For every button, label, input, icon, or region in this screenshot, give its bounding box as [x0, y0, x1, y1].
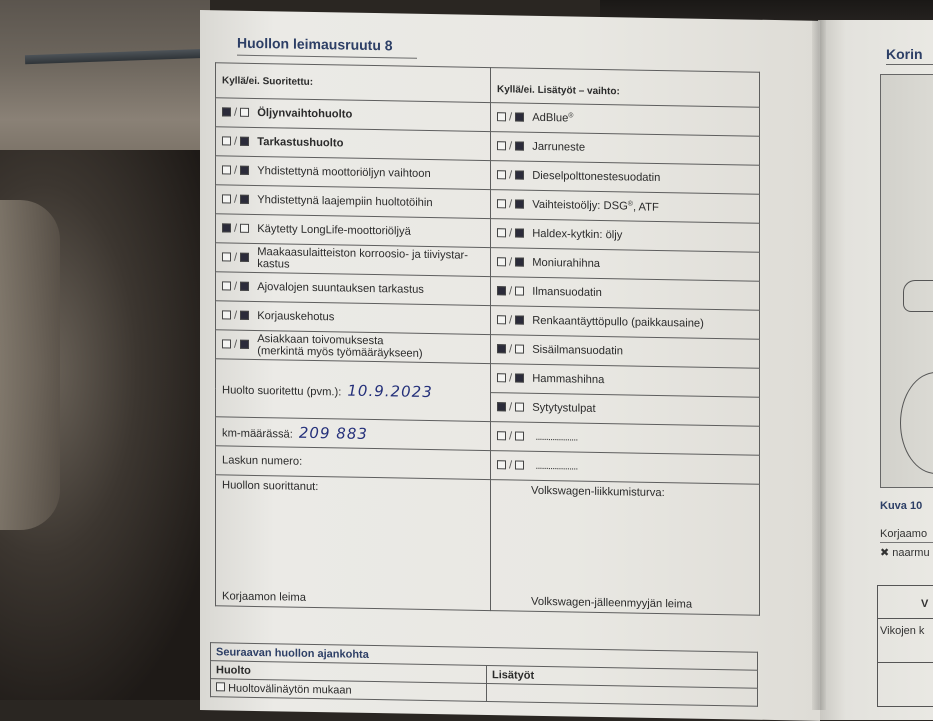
no-checkbox[interactable]: [515, 460, 524, 469]
header-right: Kyllä/ei. Lisätyöt – vaihto:: [491, 68, 760, 108]
right-item-4: / Haldex-kytkin: öljy: [491, 219, 760, 253]
right-title-underline: [886, 64, 933, 65]
yes-checkbox[interactable]: [222, 310, 231, 319]
yes-checkbox[interactable]: [497, 199, 506, 208]
yes-checkbox[interactable]: [222, 339, 231, 348]
invoice-cell: Laskun numero:: [216, 446, 491, 480]
no-checkbox[interactable]: [515, 170, 524, 179]
yes-checkbox[interactable]: [497, 228, 506, 237]
right-item-11: / ....................: [491, 422, 760, 456]
service-date-value[interactable]: 10.9.2023: [347, 381, 433, 401]
left-item-0: / Öljynvaihtohuolto: [216, 98, 491, 132]
left-item-4: / Käytetty LongLife-moottoriöljyä: [216, 214, 491, 248]
right-table-line: [877, 662, 933, 663]
right-item-1: / Jarruneste: [491, 132, 760, 166]
no-checkbox[interactable]: [515, 373, 524, 382]
next-service-title: Seuraavan huollon ajankohta: [211, 643, 758, 671]
yes-checkbox[interactable]: [497, 170, 506, 179]
background-car-interior: [0, 0, 210, 160]
left-item-8: / Asiakkaan toivomuksesta (merkintä myös työmääräykseen): [216, 330, 491, 364]
right-page-title: Korin: [886, 46, 923, 62]
yes-checkbox[interactable]: [222, 107, 231, 116]
right-divider: [880, 542, 933, 543]
no-checkbox[interactable]: [515, 199, 524, 208]
right-text-line-1: Korjaamo: [880, 528, 928, 540]
yes-checkbox[interactable]: [222, 252, 231, 261]
service-stamp-table: [215, 62, 760, 616]
yes-checkbox[interactable]: [497, 257, 506, 266]
left-item-7: / Korjauskehotus: [216, 301, 491, 335]
no-checkbox[interactable]: [515, 228, 524, 237]
no-checkbox[interactable]: [240, 194, 249, 203]
no-checkbox[interactable]: [515, 431, 524, 440]
right-item-12: / ....................: [491, 451, 760, 485]
no-checkbox[interactable]: [240, 136, 249, 145]
right-item-9: / Hammashihna: [491, 364, 760, 398]
right-item-8: / Sisäilmansuodatin: [491, 335, 760, 369]
right-item-3: / Vaihteistoöljy: DSG®, ATF: [491, 190, 760, 224]
workshop-signature-area[interactable]: Huollon suorittanut: Korjaamon leima: [216, 475, 491, 611]
no-checkbox[interactable]: [515, 286, 524, 295]
left-item-6: / Ajovalojen suuntauksen tarkastus: [216, 272, 491, 306]
yes-checkbox[interactable]: [497, 460, 506, 469]
right-text-line-2: ✖ naarmu: [880, 547, 930, 559]
right-item-0: / AdBlue®: [491, 103, 760, 137]
next-col-service: Huolto: [211, 661, 487, 684]
yes-checkbox[interactable]: [222, 223, 231, 232]
right-item-2: / Dieselpolttonestesuodatin: [491, 161, 760, 195]
right-table-line: [877, 618, 933, 619]
page-fold: [812, 20, 826, 710]
no-checkbox[interactable]: [515, 344, 524, 353]
left-page: [200, 10, 820, 721]
left-item-1: / Tarkastushuolto: [216, 127, 491, 161]
next-service-table: [210, 642, 758, 707]
yes-checkbox[interactable]: [222, 281, 231, 290]
no-checkbox[interactable]: [515, 141, 524, 150]
left-item-5: / Maakaasulaitteiston korroosio- ja tiiviystar- kastus: [216, 243, 491, 277]
yes-checkbox[interactable]: [497, 286, 506, 295]
no-checkbox[interactable]: [515, 315, 524, 324]
yes-checkbox[interactable]: [497, 402, 506, 411]
figure-caption: Kuva 10: [880, 500, 923, 512]
no-checkbox[interactable]: [240, 223, 249, 232]
no-checkbox[interactable]: [515, 112, 524, 121]
right-table-cell: Vikojen k: [880, 625, 925, 637]
yes-checkbox[interactable]: [497, 315, 506, 324]
signature-row: [216, 475, 760, 615]
right-table-header: V: [921, 598, 929, 610]
next-option-1: Huoltovälinäytön mukaan: [211, 679, 487, 702]
left-item-2: / Yhdistettynä moottoriöljyn vaihtoon: [216, 156, 491, 190]
interval-display-checkbox[interactable]: [216, 682, 225, 691]
no-checkbox[interactable]: [515, 402, 524, 411]
no-checkbox[interactable]: [240, 310, 249, 319]
yes-checkbox[interactable]: [497, 431, 506, 440]
yes-checkbox[interactable]: [222, 136, 231, 145]
no-checkbox[interactable]: [240, 252, 249, 261]
cross-icon: ✖: [880, 547, 890, 559]
yes-checkbox[interactable]: [497, 112, 506, 121]
car-outline-icon: [903, 280, 933, 312]
km-value[interactable]: 209 883: [298, 423, 368, 443]
next-col-extra: Lisätyöt: [487, 666, 758, 689]
right-item-6: / Ilmansuodatin: [491, 277, 760, 311]
page-title: Huollon leimausruutu 8: [237, 34, 393, 54]
no-checkbox[interactable]: [240, 281, 249, 290]
next-extra-cell[interactable]: [487, 684, 758, 707]
no-checkbox[interactable]: [240, 339, 249, 348]
no-checkbox[interactable]: [240, 107, 249, 116]
right-item-7: / Renkaantäyttöpullo (paikkausaine): [491, 306, 760, 340]
yes-checkbox[interactable]: [497, 373, 506, 382]
left-item-3: / Yhdistettynä laajempiin huoltotöihin: [216, 185, 491, 219]
no-checkbox[interactable]: [240, 165, 249, 174]
yes-checkbox[interactable]: [222, 165, 231, 174]
background-seat-highlight: [0, 200, 60, 530]
km-cell: km-määrässä: 209 883: [216, 417, 491, 451]
yes-checkbox[interactable]: [497, 344, 506, 353]
no-checkbox[interactable]: [515, 257, 524, 266]
yes-checkbox[interactable]: [497, 141, 506, 150]
yes-checkbox[interactable]: [222, 194, 231, 203]
right-item-5: / Moniurahihna: [491, 248, 760, 282]
dealer-signature-area[interactable]: Volkswagen-liikkumisturva: Volkswagen-jälleenmyyjän leima: [491, 480, 760, 616]
right-item-10: / Sytytystulpat: [491, 393, 760, 427]
header-left: Kyllä/ei. Suoritettu:: [216, 63, 491, 103]
service-date-cell: Huolto suoritettu (pvm.): 10.9.2023: [216, 359, 491, 422]
